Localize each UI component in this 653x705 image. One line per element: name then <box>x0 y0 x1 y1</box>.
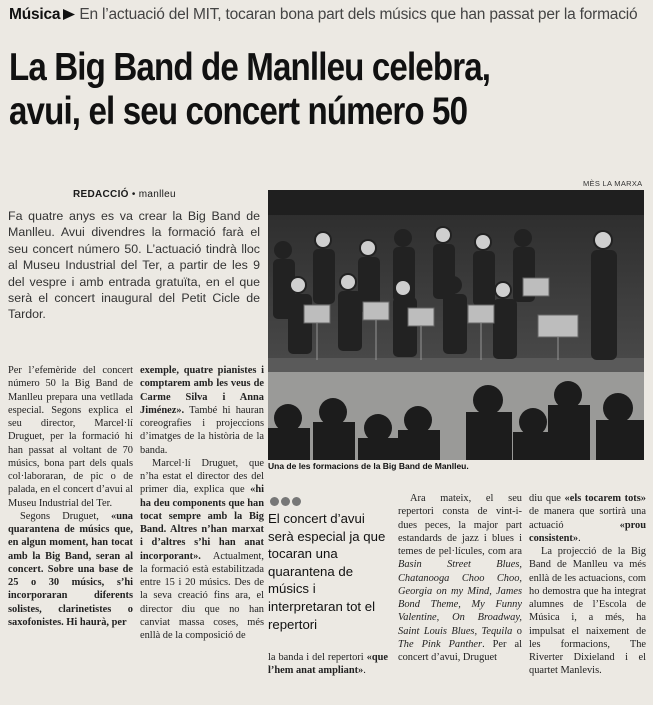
col5-paragraph-2: La projecció de la Big Band de Manlleu va més enllà de les actuacions, com ho demostra que ha integrat alumnes de l’Escola de Música i, a més, ha impulsat el naixement de les formacions, The Riverter Dixieland i el quartet Manlevis. <box>529 546 646 677</box>
col3-text: la banda i del repertori <box>268 652 367 663</box>
body-column-1 <box>8 364 133 629</box>
col3-paragraph <box>268 651 388 678</box>
col4-or: o <box>512 625 523 637</box>
section-label: Música <box>9 6 61 23</box>
col1-paragraph-2 <box>8 510 133 629</box>
col5-p1-quote-2: «prou consistent» <box>529 519 646 544</box>
kicker-text: En l’actuació del MIT, tocaran bona part dels músics que han passat per la formació <box>79 6 638 23</box>
col4-end: . Per al concert d’avui, Druguet <box>398 638 522 663</box>
col5-p1-quote-1: «els tocarem tots» <box>564 493 646 504</box>
byline-separator: • <box>128 189 139 200</box>
pullquote-dots <box>270 493 303 511</box>
col2-p1-quote: exemple, quatre pianistes i comptarem amb les veus de Carme Silva i Anna Jiménez». <box>140 365 264 416</box>
col1-paragraph-1: Per l’efemèride del concert número 50 la Big Band de Manlleu prepara una vetllada especial. Segons explica el seu director, Marcel·lí Druguet, per la formació hi han passat al voltant de 70 músics, bona part dels quals col·laboraran, de pic o de palada, en el concert d’avui al Museu Industrial del Ter. <box>8 365 133 509</box>
photo-caption: Una de les formacions de la Big Band de Manlleu. <box>268 461 469 471</box>
col5-p1-end: . <box>578 532 581 544</box>
col4-paragraph <box>398 492 522 664</box>
col2-p2-intro: Marcel·lí Druguet, que n’ha estat el director des del primer dia, explica que <box>140 457 264 496</box>
col2-p2-text: Actualment, la formació està estabilitzada entre 15 i 20 músics. Des de la seva creació fins ara, el director diu que no han canviat massa coses, més enllà de la composició de <box>140 550 264 641</box>
col4-text: Ara mateix, el seu repertori consta de vint-i-dues peces, la major part estandards de jazz i blues i temes de pel·lícules, com ara <box>398 493 522 557</box>
col3-end: . <box>363 665 366 677</box>
pullquote: El concert d’avui serà especial ja que tocaran una quarantena de músics i interpretaran tot el repertori <box>268 511 386 632</box>
byline-place: manlleu <box>138 189 176 200</box>
lead-paragraph: Fa quatre anys es va crear la Big Band de Manlleu. Avui divendres la formació farà el seu concert número 50. L’actuació tindrà lloc al Museu Industrial del Ter, a partir de les 9 del vespre i amb entrada gratuïta, en el que serà el concert inaugural del Petit Cicle de Tardor. <box>8 209 260 322</box>
col4-pink-panther: The Pink Panther <box>398 638 483 650</box>
body-column-4 <box>398 492 522 664</box>
col4-titles: Basin Street Blues, Chatanooga Choo Choo, Georgia on my Mind, James Bond Theme, My Funny Valentine, On Broadway, Saint Louis Blues, Tequila <box>398 559 522 637</box>
col2-paragraph-1 <box>140 364 264 457</box>
col5-paragraph-1 <box>529 492 646 545</box>
col5-p1-c: de manera que sortirà una actuació <box>529 506 646 531</box>
triangle-arrow-icon <box>63 6 75 24</box>
byline-author: REDACCIÓ <box>73 189 129 200</box>
kicker <box>9 6 649 24</box>
body-column-2 <box>140 364 264 642</box>
headline-line-1: La Big Band de Manlleu celebra, <box>9 46 491 89</box>
byline <box>73 189 176 200</box>
headline <box>9 46 559 134</box>
body-column-5 <box>529 492 646 678</box>
col2-p1-text: També hi hauran coreografies i projeccions d’imatges de la història de la banda. <box>140 404 264 456</box>
col1-p2-intro: Segons Druguet, <box>20 510 112 522</box>
photo-credit: MÈS LA MARXA <box>583 179 643 188</box>
headline-line-2: avui, el seu concert número 50 <box>9 90 468 133</box>
col5-p1-a: diu que <box>529 493 565 504</box>
col3-quote: «que l’hem anat ampliant» <box>268 652 388 677</box>
col1-p2-quote: «una quarantena de músics que, en algun moment, han tocat amb la Big Band, seran al concert. Sobre una base de 25 o 30 músics, s’hi incorporaran diferents solistes, clarinetistes o saxofonistes. Hi haurà, per <box>8 510 133 628</box>
col2-paragraph-2 <box>140 457 264 643</box>
band-photo <box>268 190 644 460</box>
body-column-3 <box>268 651 388 678</box>
col2-p2-quote: «hi ha deu components que han tocat sempre amb la Big Band. Altres n’han marxat i d’altres s’hi han anat incorporant». <box>140 484 264 562</box>
